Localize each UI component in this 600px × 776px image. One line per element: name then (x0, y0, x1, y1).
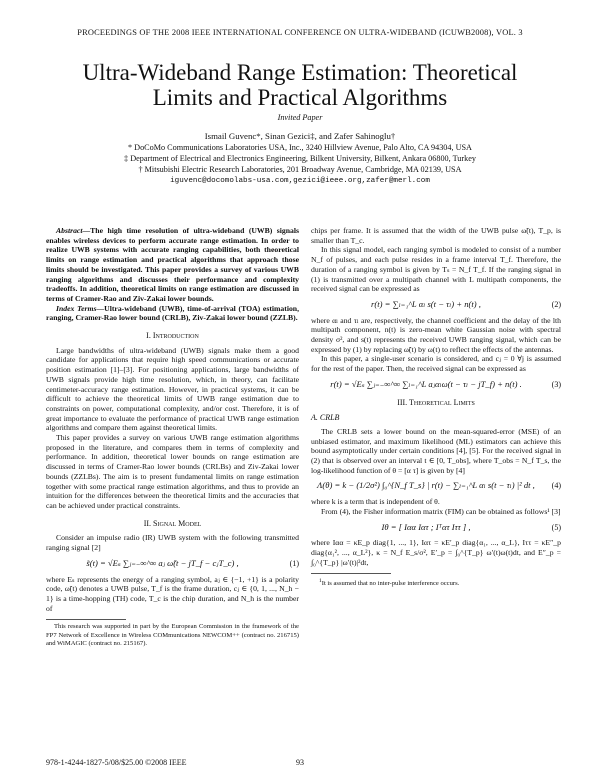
section-heading-signal-model: II. Signal Model (143, 518, 202, 528)
footnote-funding: This research was supported in part by the European Commission in the framework of the FP7 Network of Excellence in Wireless COMmunications NEWCOM++ (contract no. 216715) and WiMAGIC (contract no. 215167). (46, 623, 299, 647)
index-terms-label: Index Terms— (56, 303, 105, 313)
equation-2-body: r(t) = ∑ₗ₌₁^L αₗ s(t − τₗ) + n(t) , (371, 298, 481, 309)
crlb-paragraph-3: From (4), the Fisher information matrix (FIM) can be obtained as follows¹ [3] (321, 506, 561, 516)
paper-title (40, 60, 560, 110)
equation-4-body: Λ(θ) = k − (1/2σ²) ∫₀^{N_f T_s} | r(t) − ∑ₗ₌₁^L αₗ s(t − τₗ) |² dt , (317, 480, 535, 491)
equation-5-number: (5) (551, 522, 561, 532)
footnote-rule-right (311, 573, 391, 574)
abstract-label: Abstract— (56, 226, 91, 235)
abstract (46, 226, 299, 304)
paper-type: Invited Paper (277, 113, 323, 122)
equation-4 (311, 481, 561, 491)
equation-3 (311, 380, 561, 390)
page-number: 93 (296, 758, 304, 767)
model-paragraph-1: Consider an impulse radio (IR) UWB system with the following transmitted ranging signal [2] (46, 533, 299, 553)
copyright-line: 978-1-4244-1827-5/08/$25.00 ©2008 IEEE (46, 758, 187, 767)
right-paragraph-2: In this signal model, each ranging symbol is modeled to consist of a number N_f of pulses, and each pulse resides in a frame interval T_f. Therefore, the duration of a ranging symbol is given by Tₛ = N_f T_f. If the ranging signal in (1) is transmitted over a multipath channel with L multipath components, the received signal can be expressed as (311, 245, 561, 294)
footnote-rule (46, 619, 126, 620)
crlb-paragraph-1: The CRLB sets a lower bound on the mean-squared-error (MSE) of an unbiased estimator, and maximum likelihood (ML) estimators can achieve this bound asymptotically under certain conditions [4], [5]. For the received signal in (2) that is observed over an interval t ∈ [0, T_obs], where T_obs = N_f T_s, the log-likelihood function of θ = [α τ] is given by [4] (311, 426, 561, 475)
index-terms-text: Ultra-wideband (UWB), time-of-arrival (TOA) estimation, ranging, Cramer-Rao lower bound (CRLB), Ziv-Zakai lower bound (ZZLB). (46, 303, 299, 323)
authors: Ismail Guvenc*, Sinan Gezici‡, and Zafer Sahinoglu† (204, 131, 396, 141)
title-line-1: Ultra-Wideband Range Estimation: Theoretical (82, 60, 518, 85)
subsection-heading-crlb: A. CRLB (311, 413, 340, 423)
affiliation-2: ‡ Department of Electrical and Electronics Engineering, Bilkent University, Bilkent, Ankara 06800, Turkey (124, 154, 476, 163)
equation-2 (311, 300, 561, 310)
running-header: PROCEEDINGS OF THE 2008 IEEE INTERNATIONAL CONFERENCE ON ULTRA-WIDEBAND (ICUWB2008), VOL. 3 (77, 28, 523, 37)
right-column (311, 226, 561, 589)
equation-5-body: Iθ = [ Iαα Iατ ; Iᵀατ Iττ ] , (381, 521, 471, 532)
abstract-text: The high time resolution of ultra-wideband (UWB) signals enables wireless devices to perform accurate range estimation. In order to realize UWB systems with accurate ranging capabilities, both theoretical limits on range estimation and practical algorithms that approach those limits should be investigated. This paper provides a survey of various UWB ranging algorithms and discusses their performance and complexity tradeoffs. In addition, theoretical limits on range estimation are discussed in terms of Cramer-Rao and Ziv-Zakai lower bounds. (46, 226, 299, 303)
model-paragraph-2: where Eₛ represents the energy of a ranging symbol, aⱼ ∈ {−1, +1} is a polarity code, ω̃(t) denotes a UWB pulse, T_f is the frame duration, cⱼ ∈ {0, 1, ..., N_h − 1} is a time-hopping (TH) code, T_c is the chip duration, and N_h is the number of (46, 574, 299, 613)
equation-1-body: s̃(t) = √Eₛ ∑ⱼ₌₋∞^∞ aⱼ ω̃(t − jT_f − cⱼT_c) , (86, 557, 239, 568)
equation-4-number: (4) (551, 481, 561, 491)
footnote-interpulse-text: It is assumed that no inter-pulse interference occurs. (321, 580, 460, 588)
affiliation-3: † Mitsubishi Electric Research Laboratories, 201 Broadway Avenue, Cambridge, MA 02139, USA (138, 165, 462, 174)
equation-3-number: (3) (551, 379, 561, 389)
equation-1 (46, 559, 299, 569)
author-emails: iguvenc@docomolabs-usa.com,gezici@ieee.org,zafer@merl.com (170, 177, 430, 185)
index-terms (46, 304, 299, 323)
intro-paragraph-2: This paper provides a survey on various UWB range estimation algorithms proposed in the literature, and compares them in terms of complexity and performance. In addition, theoretical lower bounds on range estimation are discussed in terms of Cramer-Rao lower bounds (CRLBs) and Ziv-Zakai lower bounds (ZZLBs). The aim is to present fundamental limits on range estimation together with some practical range estimation algorithms, and thus to provide an intuition for the differences between the theoretical limits and the accuracies that can be achieved under practical constraints. (46, 433, 299, 510)
equation-1-number: (1) (289, 558, 299, 568)
left-column (46, 226, 299, 648)
footnote-interpulse: $^1$It is assumed that no inter-pulse interference occurs. (319, 578, 460, 588)
crlb-paragraph-2: where k is a term that is independent of θ. (311, 497, 440, 507)
section-heading-theoretical-limits: III. Theoretical Limits (397, 397, 475, 407)
equation-2-number: (2) (551, 299, 561, 309)
intro-paragraph-1: Large bandwidths of ultra-wideband (UWB) signals make them a good candidate for applications that require high speed communications or accurate position estimation [1]–[3]. For positioning applications, large bandwidths of UWB signals provide high time resolution, which, in theory, can facilitate centimeter-accuracy range estimation. However, in practical systems, it can be difficult to achieve the theoretical limits of UWB range estimation due to constraints on power, computational complexity, and/or cost. Therefore, it is of great importance to evaluate the performance of practical UWB range estimation algorithms and compare them against theoretical limits. (46, 345, 299, 433)
right-paragraph-4: In this paper, a single-user scenario is considered, and cⱼ = 0 ∀j is assumed for the rest of the paper. Then, the received signal can be expressed as (311, 354, 561, 374)
title-line-2: Limits and Practical Algorithms (152, 85, 448, 110)
right-paragraph-1: chips per frame. It is assumed that the width of the UWB pulse ω̃(t), T_p, is smaller than T_c. (311, 226, 561, 245)
crlb-paragraph-4: where Iαα = κE_p diag{1, ..., 1}, Iατ = κE′_p diag{α₁, ..., α_L}, Iττ = κE″_p diag{α₁², ..., α_L²}, κ = N_f E_s/σ², E′_p = ∫₀^{T_p} ω′(t)ω(t)dt, and E″_p = ∫₀^{T_p} |ω′(t)|²dt, (311, 538, 561, 567)
section-heading-introduction: I. Introduction (146, 331, 199, 341)
affiliation-1: * DoCoMo Communications Laboratories USA, Inc., 3240 Hillview Avenue, Palo Alto, CA 94304, USA (128, 143, 472, 152)
right-paragraph-3: where αₗ and τₗ are, respectively, the channel coefficient and the delay of the lth multipath component, n(t) is zero-mean white Gaussian noise with spectral density σ², and s(t) represents the received UWB ranging signal, which can be expressed by (1) by replacing ω̃(t) by ω(t) to reflect the effects of the antennas. (311, 315, 561, 354)
equation-3-body: r(t) = √Eₛ ∑ⱼ₌₋∞^∞ ∑ₗ₌₁^L aⱼαₗω(t − τₗ − jT_f) + n(t) . (330, 378, 522, 389)
equation-5 (311, 523, 561, 533)
